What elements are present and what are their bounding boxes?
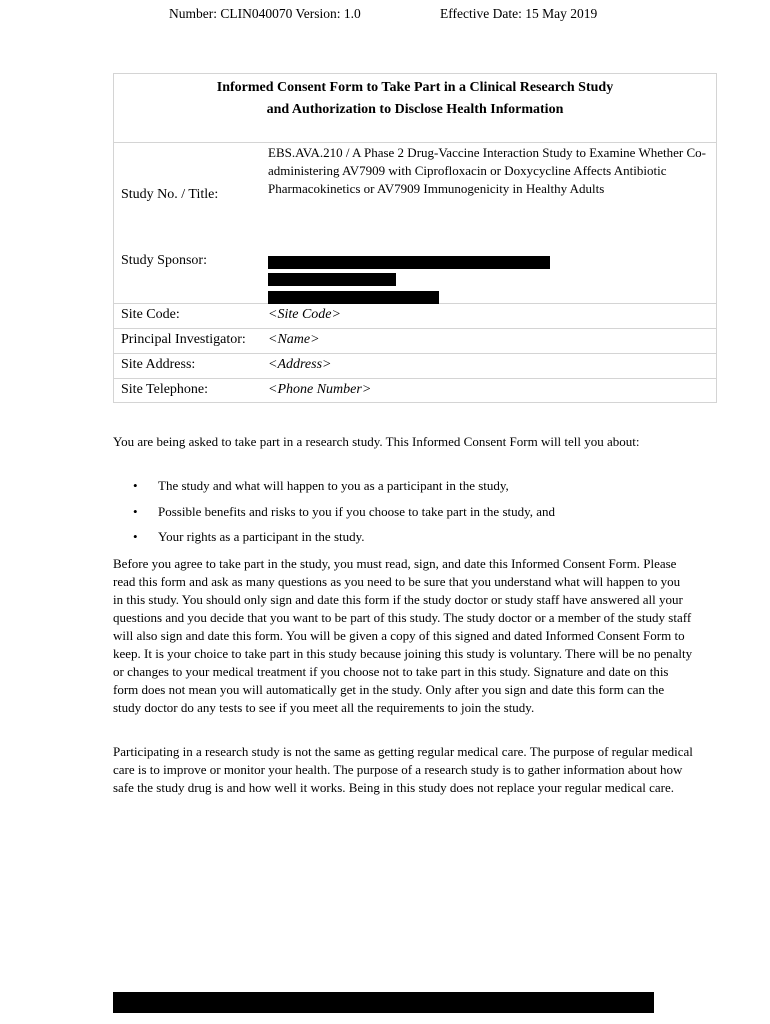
list-item [113,528,693,554]
document-number-version: Number: CLIN040070 Version: 1.0 [169,6,361,21]
effective-date: Effective Date: 15 May 2019 [440,6,598,21]
site-code-label: Site Code: [121,307,180,322]
form-title-line1: Informed Consent Form to Take Part in a Clinical Research Study [216,80,614,95]
sponsor-redaction-2 [268,273,396,286]
study-info-table [113,73,717,403]
research-vs-care-paragraph: Participating in a research study is not the same as getting regular medical care. The purpose of regular medical care is to improve or monitor your health. The purpose of a research study is to gather information about how safe the study drug is and how well it works. Being in this study does not replace your regular medical care. [113,744,693,795]
bullet-text: The study and what will happen to you as a participant in the study, [158,478,509,493]
footer-redaction [113,992,654,1013]
bullet-icon: • [133,529,138,544]
form-title-line2: and Authorization to Disclose Health Information [266,102,564,117]
consent-paragraph: Before you agree to take part in the study, you must read, sign, and date this Informed Consent Form. Please read this form and ask as many questions as you need to be sure that you understand what will happen to you in this study. You should only sign and date this form if the study doctor or study staff have answered all your questions and you decide that you want to be part of this study. The study doctor or a member of the study staff will also sign and date this form. You will be given a copy of this signed and dated Informed Consent Form to keep. It is your choice to take part in this study because joining this study is voluntary. There will be no penalty or changes to your medical treatment if you choose not to take part in this study. Signature and date on this form does not mean you will automatically get in the study. Only after you sign and date this form can the study doctor do any tests to see if you meet all the requirements to join the study. [113,556,693,715]
study-title-value: EBS.AVA.210 / A Phase 2 Drug-Vaccine Interaction Study to Examine Whether Co-administering AV7909 with Ciprofloxacin or Doxycycline Affects Antibiotic Pharmacokinetics or AV7909 Immunogenicity in Healthy Adults [268,145,706,196]
intro-paragraph: You are being asked to take part in a research study. This Informed Consent Form will tell you about: [113,434,640,449]
list-item [113,477,693,503]
site-telephone-label: Site Telephone: [121,382,209,397]
sponsor-redaction-3 [268,291,439,304]
site-telephone-value: <Phone Number> [268,382,372,397]
form-title [114,74,716,143]
principal-investigator-label: Principal Investigator: [121,332,246,347]
bullet-icon: • [133,503,138,519]
study-sponsor-label: Study Sponsor: [121,253,207,268]
study-no-title-label: Study No. / Title: [121,187,219,202]
site-address-row [114,354,716,379]
site-code-row [114,304,716,329]
site-code-value: <Site Code> [268,307,341,322]
principal-investigator-value: <Name> [268,332,320,347]
principal-investigator-row [114,329,716,354]
bullet-icon: • [133,478,138,493]
site-address-label: Site Address: [121,357,196,372]
study-row [114,143,716,304]
bullet-text: Your rights as a participant in the study. [158,529,365,544]
site-telephone-row [114,379,716,403]
page-header [0,6,770,24]
sponsor-redaction-1 [268,256,550,269]
bullet-text: Possible benefits and risks to you if you choose to take part in the study, and [158,503,556,519]
site-address-value: <Address> [268,357,332,372]
list-item [113,503,693,529]
bullet-list [113,477,693,554]
